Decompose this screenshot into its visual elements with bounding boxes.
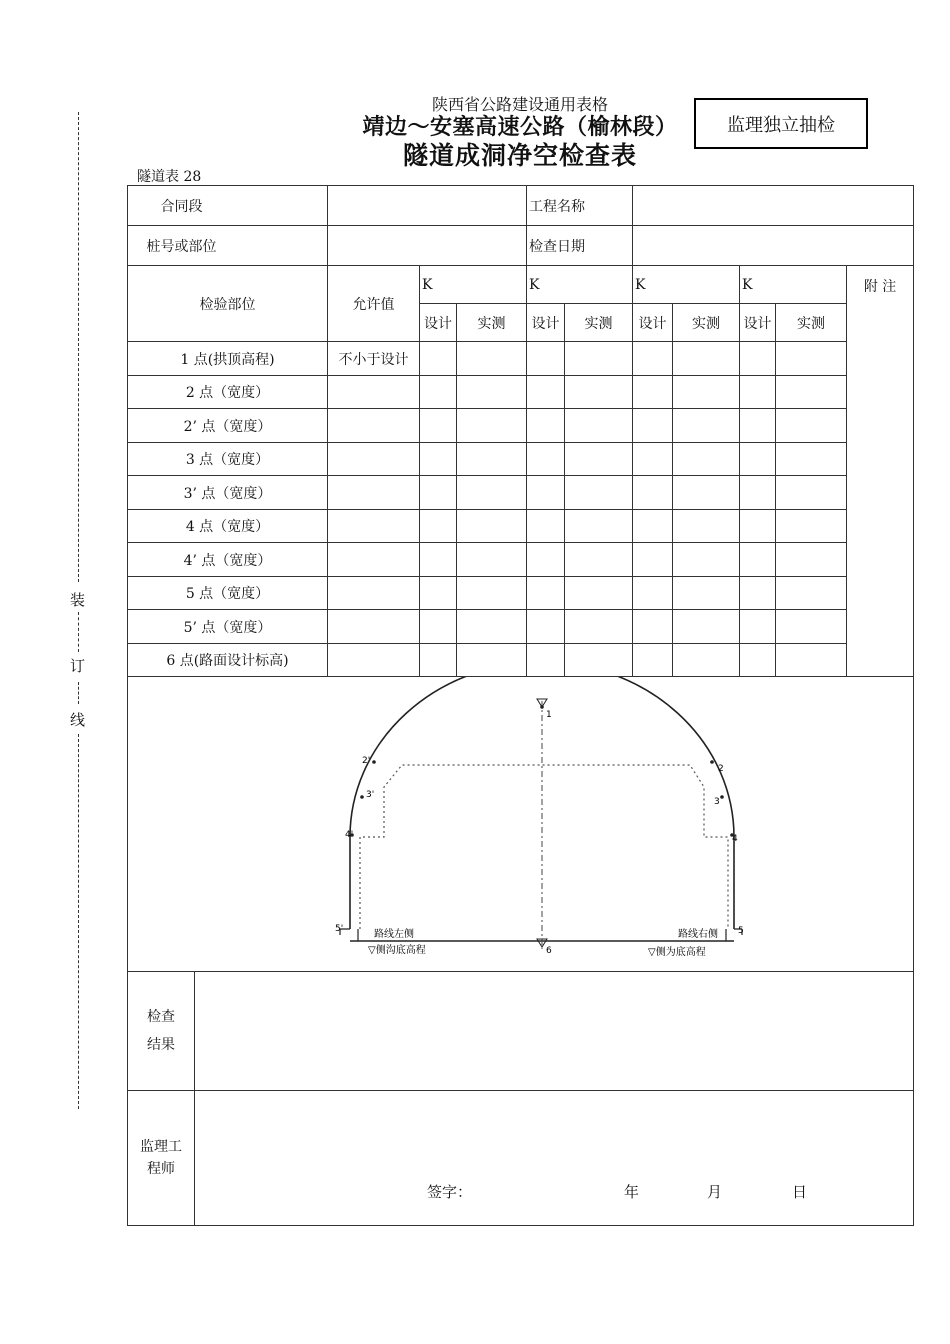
allow-value bbox=[328, 376, 420, 409]
day-label: 日 bbox=[792, 1183, 808, 1201]
form-title: 隧道成洞净空检查表 bbox=[402, 141, 637, 170]
allow-value bbox=[328, 577, 420, 610]
diagram-row bbox=[128, 677, 914, 972]
sub-design: 设计 bbox=[633, 304, 673, 342]
year-label: 年 bbox=[624, 1183, 640, 1201]
sub-measured: 实测 bbox=[457, 304, 527, 342]
data-cell[interactable] bbox=[565, 443, 633, 476]
data-cell[interactable] bbox=[740, 409, 776, 443]
data-cell[interactable] bbox=[420, 510, 457, 543]
grid-header-row-1 bbox=[128, 266, 914, 304]
allow-value bbox=[328, 510, 420, 543]
data-cell[interactable] bbox=[633, 443, 673, 476]
point-label: 1 点(拱顶高程) bbox=[128, 342, 328, 376]
data-cell[interactable] bbox=[633, 577, 673, 610]
data-cell[interactable] bbox=[565, 510, 633, 543]
supervisor-label-cell bbox=[128, 1091, 195, 1226]
allow-value bbox=[328, 476, 420, 510]
clearance-envelope bbox=[360, 765, 728, 929]
data-cell[interactable] bbox=[673, 543, 740, 577]
right-side-label: 路线右侧 bbox=[678, 929, 718, 940]
point-label-2p: 2' bbox=[362, 756, 371, 766]
data-cell[interactable] bbox=[457, 342, 527, 376]
station-label: 桩号或部位 bbox=[146, 238, 217, 255]
k-group-1[interactable]: K bbox=[420, 266, 527, 304]
sub-design: 设计 bbox=[420, 304, 457, 342]
result-label-cell bbox=[128, 972, 195, 1091]
data-cell[interactable] bbox=[527, 644, 565, 677]
remark-column[interactable] bbox=[847, 266, 914, 677]
data-cell[interactable] bbox=[565, 644, 633, 677]
point-label-5p: 5' bbox=[335, 924, 344, 934]
data-cell[interactable] bbox=[457, 376, 527, 409]
data-cell[interactable] bbox=[565, 409, 633, 443]
data-cell[interactable] bbox=[457, 409, 527, 443]
table-row bbox=[128, 510, 914, 543]
data-cell[interactable] bbox=[565, 476, 633, 510]
sub-design: 设计 bbox=[740, 304, 776, 342]
data-cell[interactable] bbox=[527, 443, 565, 476]
supervisor-content[interactable] bbox=[195, 1091, 914, 1226]
data-cell[interactable] bbox=[673, 577, 740, 610]
data-cell[interactable] bbox=[457, 610, 527, 644]
point-label: 2’ 点（宽度） bbox=[128, 409, 328, 443]
point-label-5: 5 bbox=[738, 926, 744, 936]
binding-line-bottom bbox=[78, 734, 79, 1109]
col-allow-header: 允许值 bbox=[328, 266, 420, 342]
data-cell[interactable] bbox=[527, 342, 565, 376]
data-cell[interactable] bbox=[776, 543, 847, 577]
data-cell[interactable] bbox=[527, 610, 565, 644]
data-cell[interactable] bbox=[420, 577, 457, 610]
data-cell[interactable] bbox=[420, 443, 457, 476]
data-cell[interactable] bbox=[457, 543, 527, 577]
point-label: 5’ 点（宽度） bbox=[128, 610, 328, 644]
point-label-2: 2 bbox=[718, 764, 724, 774]
sub-measured: 实测 bbox=[565, 304, 633, 342]
clearance-check-table bbox=[127, 185, 914, 1226]
data-cell[interactable] bbox=[776, 510, 847, 543]
data-cell[interactable] bbox=[776, 577, 847, 610]
col-location-header: 检验部位 bbox=[128, 266, 328, 342]
data-cell[interactable] bbox=[776, 376, 847, 409]
info-row-2 bbox=[128, 226, 914, 266]
data-cell[interactable] bbox=[565, 342, 633, 376]
data-cell[interactable] bbox=[776, 644, 847, 677]
data-cell[interactable] bbox=[420, 409, 457, 443]
station-label-cell bbox=[128, 226, 328, 266]
form-code: 隧道表 28 bbox=[137, 169, 202, 185]
left-ditch-label: ▽侧沟底高程 bbox=[368, 945, 426, 956]
table-row bbox=[128, 476, 914, 510]
data-cell[interactable] bbox=[633, 610, 673, 644]
k-group-4[interactable]: K bbox=[740, 266, 847, 304]
binding-char-3: 线 bbox=[70, 711, 86, 729]
contract-label: 合同段 bbox=[160, 198, 203, 215]
header-top-line: 陕西省公路建设通用表格 bbox=[431, 95, 608, 114]
data-cell[interactable] bbox=[527, 543, 565, 577]
data-cell[interactable] bbox=[673, 644, 740, 677]
stamp-text: 监理独立抽检 bbox=[727, 114, 835, 136]
data-cell[interactable] bbox=[633, 376, 673, 409]
data-cell[interactable] bbox=[740, 376, 776, 409]
data-cell[interactable] bbox=[776, 409, 847, 443]
data-cell[interactable] bbox=[633, 644, 673, 677]
allow-value bbox=[328, 644, 420, 677]
data-cell[interactable] bbox=[457, 577, 527, 610]
check-date-value[interactable] bbox=[633, 226, 914, 266]
data-cell[interactable] bbox=[740, 577, 776, 610]
supervision-stamp bbox=[694, 98, 868, 149]
data-cell[interactable] bbox=[673, 376, 740, 409]
point-label-1: 1 bbox=[546, 710, 552, 720]
data-cell[interactable] bbox=[565, 543, 633, 577]
table-row bbox=[128, 376, 914, 409]
sub-design: 设计 bbox=[527, 304, 565, 342]
data-cell[interactable] bbox=[565, 577, 633, 610]
data-cell[interactable] bbox=[633, 543, 673, 577]
left-side-label: 路线左侧 bbox=[374, 929, 414, 940]
data-cell[interactable] bbox=[740, 476, 776, 510]
tunnel-section-diagram bbox=[128, 677, 912, 971]
table-row bbox=[128, 409, 914, 443]
contract-label-cell bbox=[128, 186, 328, 226]
right-ditch-label: ▽侧为底高程 bbox=[648, 947, 706, 958]
data-cell[interactable] bbox=[673, 342, 740, 376]
result-label: 检查结果 bbox=[147, 1009, 175, 1053]
data-cell[interactable] bbox=[776, 342, 847, 376]
data-cell[interactable] bbox=[527, 476, 565, 510]
allow-value: 不小于设计 bbox=[328, 342, 420, 376]
point-label: 5 点（宽度） bbox=[128, 577, 328, 610]
data-cell[interactable] bbox=[740, 342, 776, 376]
binding-char-1: 装 bbox=[70, 591, 86, 609]
point-label-3: 3 bbox=[714, 797, 720, 807]
point-label-6: 6 bbox=[546, 946, 552, 956]
month-label: 月 bbox=[707, 1183, 723, 1201]
data-cell[interactable] bbox=[527, 510, 565, 543]
data-cell[interactable] bbox=[457, 476, 527, 510]
data-cell[interactable] bbox=[527, 376, 565, 409]
allow-value bbox=[328, 443, 420, 476]
project-title: 靖边～安塞高速公路（榆林段） bbox=[362, 115, 678, 140]
supervisor-row bbox=[128, 1091, 914, 1226]
data-cell[interactable] bbox=[673, 409, 740, 443]
data-cell[interactable] bbox=[776, 610, 847, 644]
data-cell[interactable] bbox=[527, 577, 565, 610]
k-group-3[interactable]: K bbox=[633, 266, 740, 304]
data-cell[interactable] bbox=[420, 644, 457, 677]
data-cell[interactable] bbox=[565, 610, 633, 644]
data-cell[interactable] bbox=[740, 443, 776, 476]
binding-line-mid bbox=[78, 612, 79, 652]
binding-char-2: 订 bbox=[70, 657, 86, 675]
data-cell[interactable] bbox=[740, 510, 776, 543]
table-row bbox=[128, 342, 914, 376]
data-cell[interactable] bbox=[633, 409, 673, 443]
data-cell[interactable] bbox=[565, 376, 633, 409]
data-cell[interactable] bbox=[420, 610, 457, 644]
result-row bbox=[128, 972, 914, 1091]
table-row bbox=[128, 543, 914, 577]
data-cell[interactable] bbox=[633, 510, 673, 543]
data-cell[interactable] bbox=[740, 644, 776, 677]
point-label-4: 4 bbox=[732, 834, 738, 844]
binding-line-low bbox=[78, 682, 79, 704]
project-name-label: 工程名称 bbox=[527, 186, 633, 226]
data-cell[interactable] bbox=[673, 510, 740, 543]
data-cell[interactable] bbox=[527, 409, 565, 443]
data-cell[interactable] bbox=[457, 510, 527, 543]
tunnel-diagram-cell bbox=[128, 677, 914, 972]
data-cell[interactable] bbox=[633, 476, 673, 510]
point-label-3p: 3' bbox=[366, 790, 375, 800]
table-row bbox=[128, 644, 914, 677]
allow-value bbox=[328, 543, 420, 577]
data-cell[interactable] bbox=[776, 476, 847, 510]
table-row bbox=[128, 577, 914, 610]
sub-measured: 实测 bbox=[673, 304, 740, 342]
result-content[interactable] bbox=[195, 972, 914, 1091]
sign-label: 签字： bbox=[427, 1183, 473, 1201]
point-label: 3 点（宽度） bbox=[128, 443, 328, 476]
data-cell[interactable] bbox=[740, 610, 776, 644]
sub-measured: 实测 bbox=[776, 304, 847, 342]
point-label: 3’ 点（宽度） bbox=[128, 476, 328, 510]
data-cell[interactable] bbox=[673, 476, 740, 510]
data-cell[interactable] bbox=[420, 376, 457, 409]
station-value[interactable] bbox=[328, 226, 527, 266]
data-cell[interactable] bbox=[740, 543, 776, 577]
data-cell[interactable] bbox=[420, 476, 457, 510]
allow-value bbox=[328, 610, 420, 644]
point-label: 4’ 点（宽度） bbox=[128, 543, 328, 577]
point-label-4p: 4' bbox=[345, 830, 354, 840]
contract-value[interactable] bbox=[328, 186, 527, 226]
data-cell[interactable] bbox=[457, 644, 527, 677]
allow-value bbox=[328, 409, 420, 443]
data-cell[interactable] bbox=[673, 443, 740, 476]
table-row bbox=[128, 443, 914, 476]
data-cell[interactable] bbox=[633, 342, 673, 376]
data-cell[interactable] bbox=[776, 443, 847, 476]
check-date-label: 检查日期 bbox=[527, 226, 633, 266]
table-row bbox=[128, 610, 914, 644]
data-cell[interactable] bbox=[420, 543, 457, 577]
project-name-value[interactable] bbox=[633, 186, 914, 226]
k-group-2[interactable]: K bbox=[527, 266, 633, 304]
point-label: 6 点(路面设计标高) bbox=[128, 644, 328, 677]
data-cell[interactable] bbox=[420, 342, 457, 376]
binding-line-top bbox=[78, 112, 79, 582]
point-label: 4 点（宽度） bbox=[128, 510, 328, 543]
data-cell[interactable] bbox=[457, 443, 527, 476]
point-label: 2 点（宽度） bbox=[128, 376, 328, 409]
data-cell[interactable] bbox=[673, 610, 740, 644]
col-remark-header: 附 注 bbox=[863, 279, 897, 295]
info-row-1 bbox=[128, 186, 914, 226]
supervisor-label: 监理工程师 bbox=[140, 1139, 182, 1177]
